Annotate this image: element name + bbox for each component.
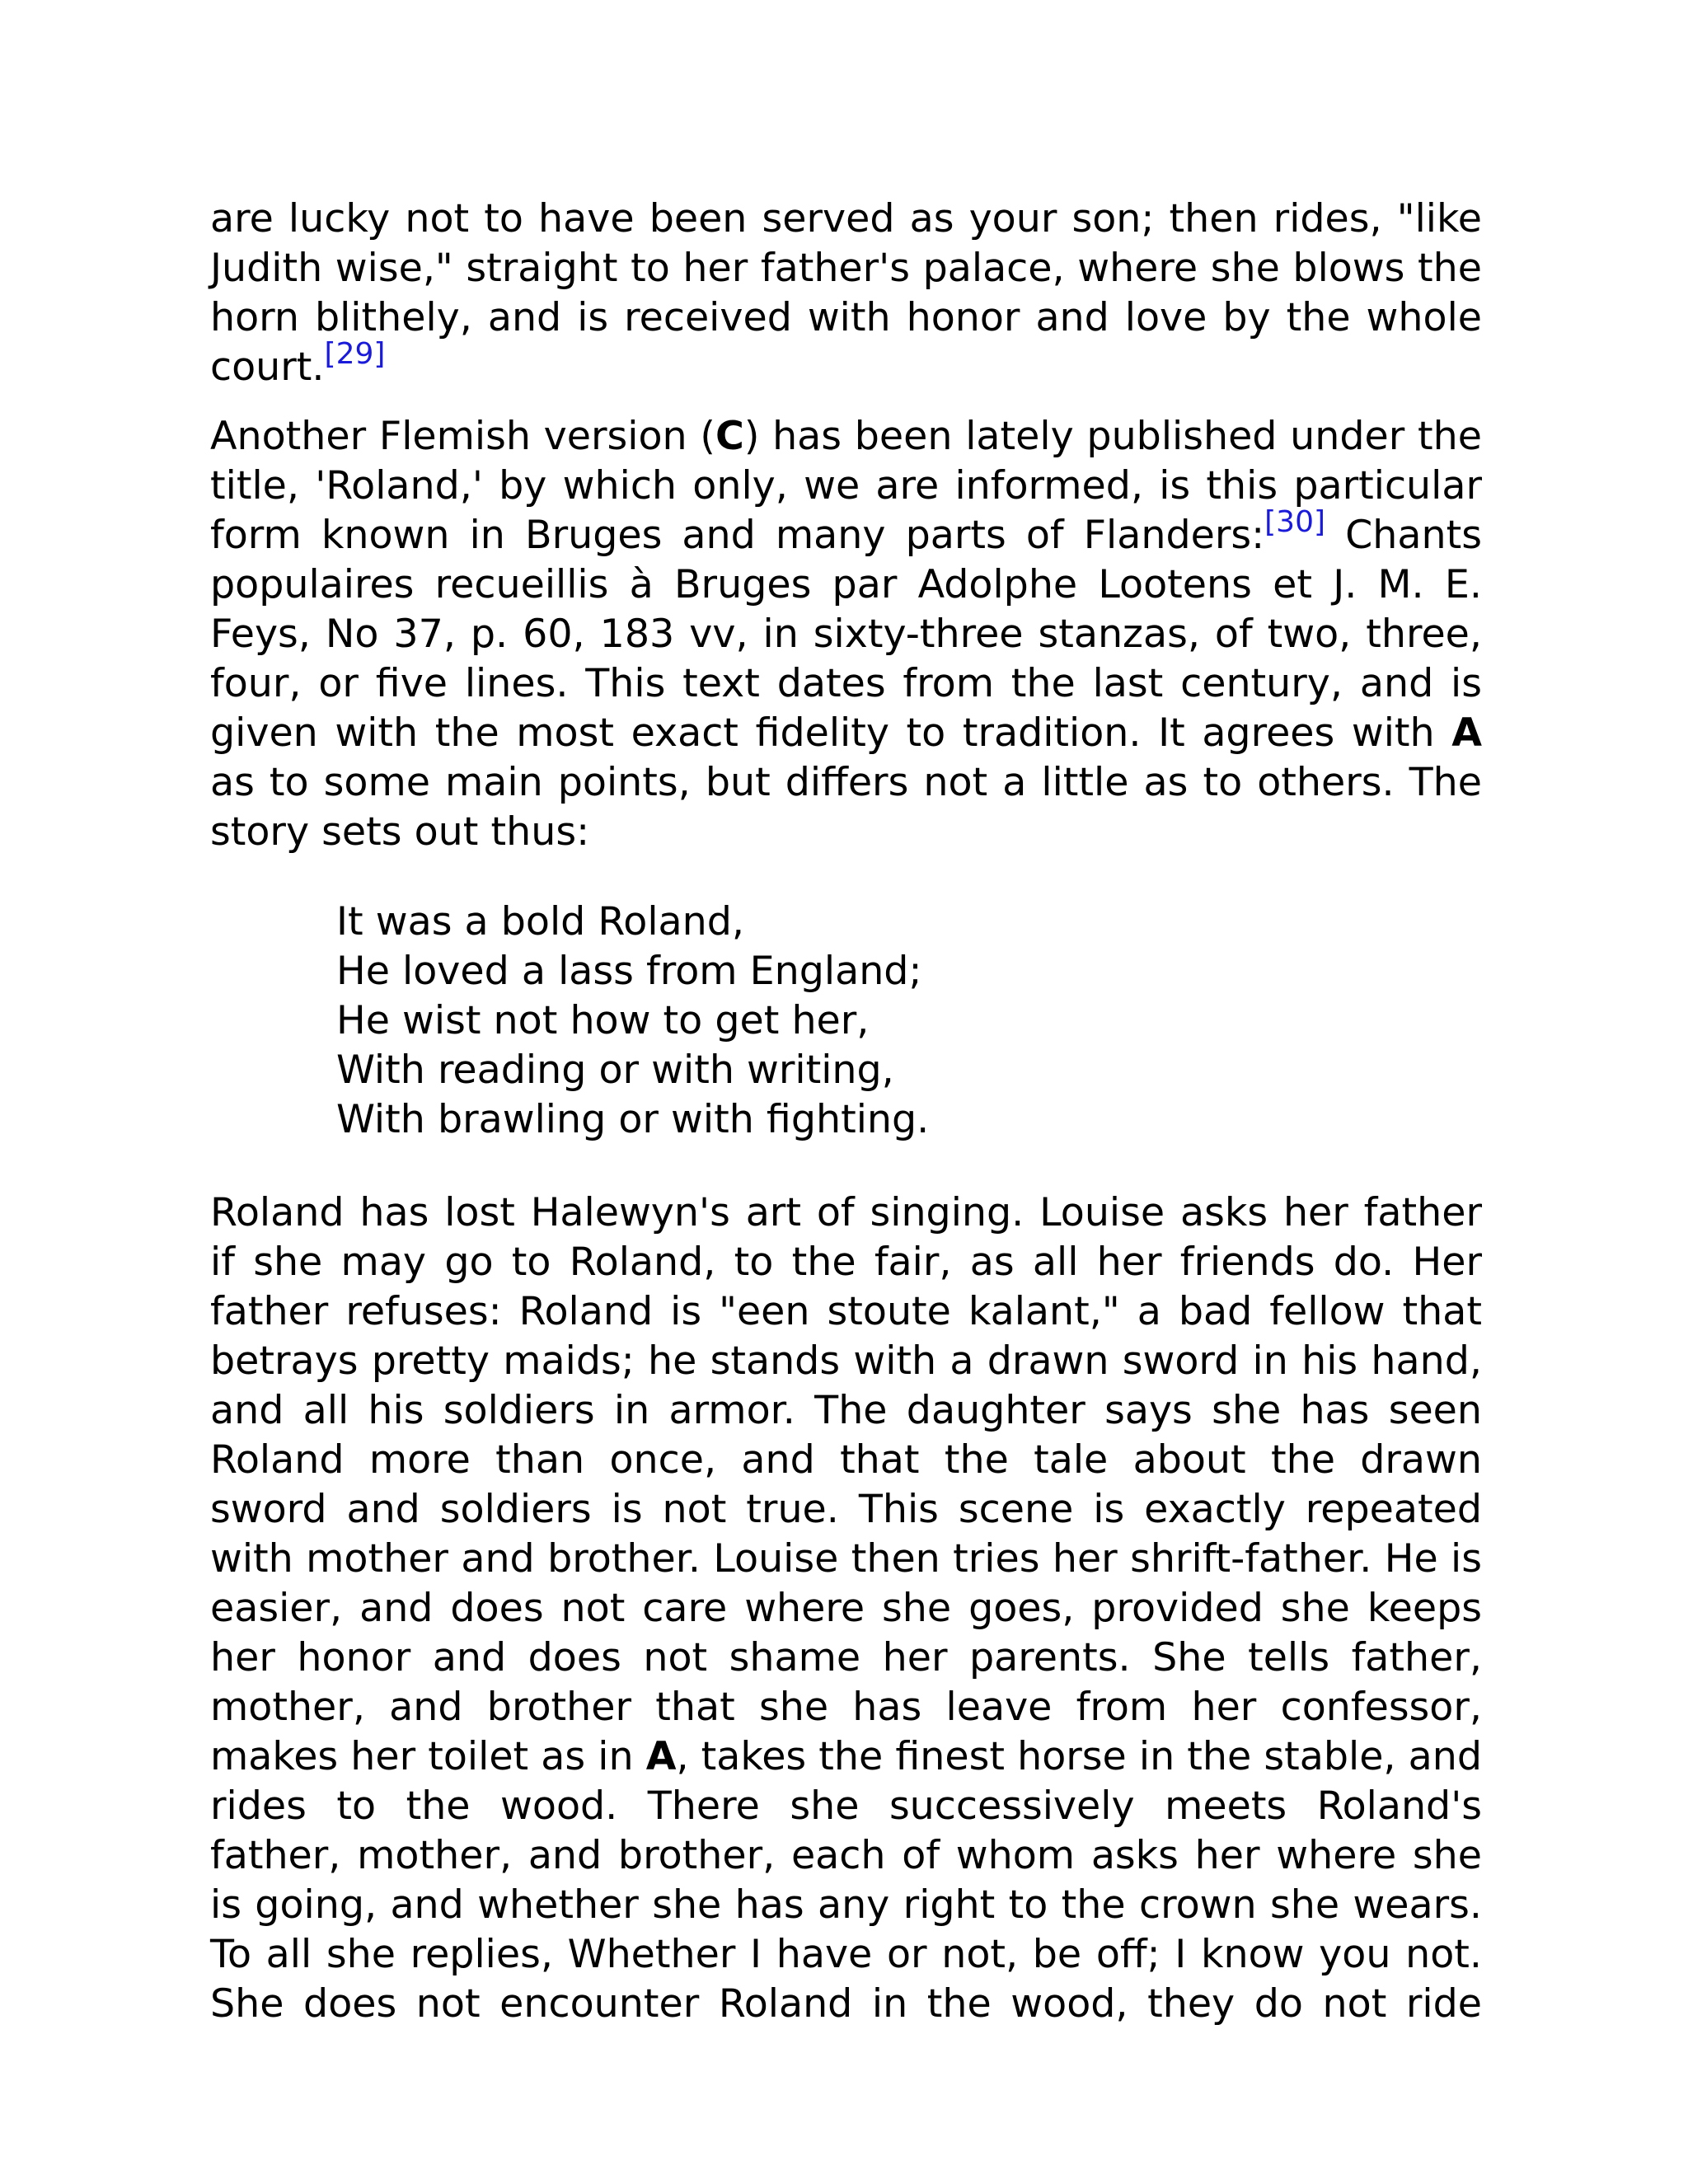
version-letter-c: C <box>715 414 744 459</box>
verse-line: He loved a lass from England; <box>336 949 922 994</box>
verse-line: With brawling or with fighting. <box>336 1097 930 1142</box>
paragraph-2-text-c: Chants populaires recueillis à Bruges par Adolphe Lootens et J. M. E. Feys, No 37, p. 60, 183 vv, in sixty-three stanzas, of two, three, four, or five lines. This text dates from the last century, and is given with the most exact fidelity to tradition. It agrees with <box>210 513 1482 756</box>
verse-block <box>336 898 1482 1145</box>
verse-line: It was a bold Roland, <box>336 899 744 944</box>
paragraph-2-text-b: ) has been lately published under the title, 'Roland,' by which only, we are informed, is this particular form known in Bruges and many parts of Flanders: <box>210 414 1482 558</box>
paragraph-3 <box>210 1188 1482 2029</box>
version-letter-a-ref: A <box>645 1734 677 1779</box>
paragraph-2 <box>210 412 1482 857</box>
paragraph-2-text-a: Another Flemish version ( <box>210 414 715 459</box>
paragraph-1 <box>210 194 1482 392</box>
document-page <box>210 194 1482 2049</box>
paragraph-1-text: are lucky not to have been served as your son; then rides, "like Judith wise," straight to her father's palace, where she blows the horn blithely, and is received with honor and love by the whole court. <box>210 196 1482 390</box>
paragraph-2-text-d: as to some main points, but differs not a little as to others. The story sets out thus: <box>210 760 1482 855</box>
footnote-link-30[interactable]: [30] <box>1264 505 1326 539</box>
verse-line: With reading or with writing, <box>336 1047 894 1093</box>
version-letter-a: A <box>1451 710 1482 756</box>
footnote-link-29[interactable]: [29] <box>324 337 386 371</box>
verse-line: He wist not how to get her, <box>336 998 870 1043</box>
paragraph-3-text-b: , takes the finest horse in the stable, and rides to the wood. There she successively meets Roland's father, mother, and brother, each of whom asks her where she is going, and whether she has any right to the crown she wears. To all she replies, Whether I have or not, be off; I know you not. She does not encounter Roland in the wood, they do not ride <box>210 1734 1482 2027</box>
paragraph-3-text-a: Roland has lost Halewyn's art of singing. Louise asks her father if she may go to Roland, to the fair, as all her friends do. Her father refuses: Roland is "een stoute kalant," a bad fellow that betrays pretty maids; he stands with a drawn sword in his hand, and all his soldiers in armor. The daughter says she has seen Roland more than once, and that the tale about the drawn sword and soldiers is not true. This scene is exactly repeated with mother and brother. Louise then tries her shrift-father. He is easier, and does not care where she goes, provided she keeps her honor and does not shame her parents. She tells father, mother, and brother that she has leave from her confessor, makes her toilet as in <box>210 1190 1482 1779</box>
